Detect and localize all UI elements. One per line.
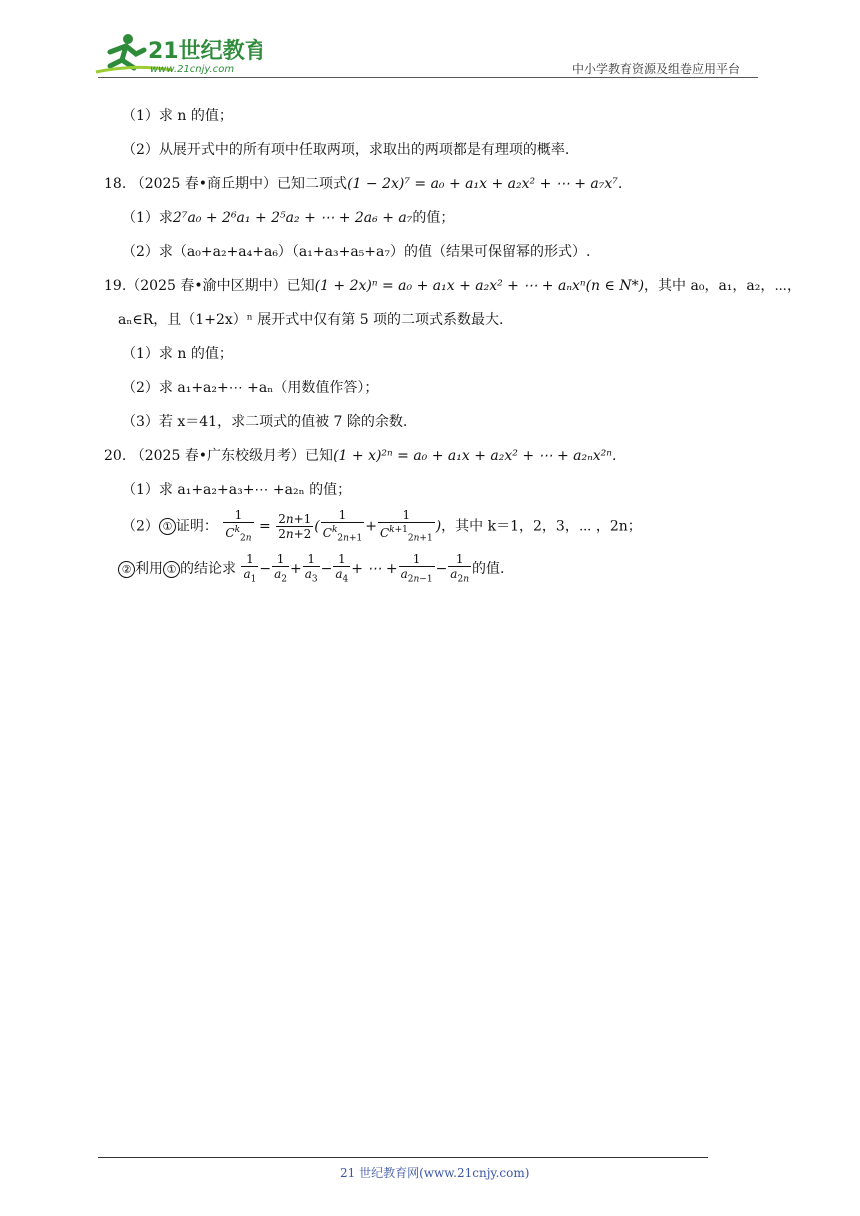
q19-part2: （2）求 a₁+a₂+⋯ +aₙ（用数值作答）；: [122, 380, 379, 396]
q18-part1: [122, 208, 454, 228]
q20-part1: （1）求 a₁+a₂+a₃+⋯ +a₂ₙ 的值；: [122, 482, 352, 498]
q20-part3: ② 利用 ① 的结论求 $\frac{1}{a_1}$ − $\frac{1}{a_2}$ + $\frac{1}{a_3}$ − $\frac{1}{a_4}$ + ⋯ + $\frac{1}{a_{2n-1}}$ − $\frac{1}{a_{2n}}$ 的值.: [118, 552, 504, 586]
fraction-1-a4: $\frac{1}{a_4}$: [335, 552, 349, 585]
q19-line2: aₙ∈R，且（1+2x）ⁿ 展开式中仅有第 5 项的二项式系数最大.: [118, 312, 504, 328]
fraction-1-a1: $\frac{1}{a_1}$: [243, 552, 257, 585]
fraction-1-a3: $\frac{1}{a_3}$: [304, 552, 318, 585]
q18-expression: (1 − 2x)⁷ = a₀ + a₁x + a₂x² + ⋯ + a₇x⁷.: [347, 176, 623, 192]
q18-number: 18.: [104, 176, 127, 192]
q18-part1-expression: 2⁷a₀ + 2⁶a₁ + 2⁵a₂ + ⋯ + 2a₆ + a₇: [172, 210, 413, 226]
q19-part3: （3）若 x＝41，求二项式的值被 7 除的余数.: [122, 414, 408, 430]
q20-source: （2025 春•广东校级月考）已知: [130, 448, 334, 464]
q18-part1-suffix: 的值；: [412, 210, 455, 226]
circle-one-ref-marker: ①: [163, 561, 180, 578]
q20-expression: (1 + x)²ⁿ = a₀ + a₁x + a₂x² + ⋯ + a₂ₙx²ⁿ.: [333, 448, 617, 464]
q20-stem: [104, 446, 616, 466]
q17-part1: （1）求 n 的值；: [122, 108, 233, 124]
q20-part3-mid: 的结论求: [180, 561, 236, 578]
q20-part2-prefix: （2）: [122, 518, 159, 535]
q19-number: 19.: [104, 278, 127, 294]
q17-part2: （2）从展开式中的所有项中任取两项，求取出的两项都是有理项的概率.: [122, 142, 570, 158]
q18-source: （2025 春•商丘期中）已知二项式: [130, 176, 348, 192]
fraction-2n1-over-2n2: $\frac{2n+1}{2n+2}$: [278, 512, 312, 542]
fraction-1-a2n-1: $\frac{1}{a_{2n-1}}$: [400, 552, 433, 585]
fraction-1-over-C2n1-k: $\frac{1}{C^k_{2n+1}}$: [322, 508, 363, 544]
q19-expression: (1 + 2x)ⁿ = a₀ + a₁x + a₂x² + ⋯ + aₙxⁿ(n ∈ N*): [314, 278, 645, 294]
q19-cont: ，其中 a₀，a₁，a₂，⋯，: [644, 278, 801, 294]
q20-part2-label: 证明：: [175, 518, 218, 535]
header-divider: [98, 77, 758, 78]
fraction-1-a2: $\frac{1}{a_2}$: [274, 552, 287, 585]
platform-title: 中小学教育资源及组卷应用平台: [572, 62, 741, 76]
logo-url: www.21cnjy.com: [150, 64, 235, 75]
q19-part1: （1）求 n 的值；: [122, 346, 233, 362]
fraction-1-over-C2n-k: $\frac{1}{C^k_{2n}}$: [225, 508, 252, 544]
q18-part1-prefix: （1）求: [122, 210, 173, 226]
circle-one-marker: ①: [159, 518, 176, 535]
footer-link[interactable]: 21 世纪教育网(www.21cnjy.com): [340, 1166, 530, 1180]
q19-stem: [104, 276, 801, 296]
logo: [92, 30, 262, 78]
q18-part2: （2）求（a₀+a₂+a₄+a₆）（a₁+a₃+a₅+a₇）的值（结果可保留幂的形式）.: [122, 244, 591, 260]
q20-part2: （2） ① 证明： $\frac{1}{C^k_{2n}}$ = $\frac{2n+1}{2n+2}$ ( $\frac{1}{C^k_{2n+1}}$ + $\frac{1}{C^{k+1}_{2n+1}}$ )，其中 k＝1，2，3，⋯ ，2n；: [122, 508, 642, 544]
footer-divider: [98, 1157, 708, 1158]
q20-part2-suffix: ，其中 k＝1，2，3，⋯ ，2n；: [441, 518, 642, 535]
q20-number: 20.: [104, 448, 127, 464]
fraction-1-a2n: $\frac{1}{a_{2n}}$: [450, 552, 469, 585]
q20-part3-suffix: 的值.: [471, 561, 505, 578]
circle-two-marker: ②: [118, 561, 135, 578]
logo-text: 21世纪教育: [148, 39, 262, 64]
runner-logo-icon: [92, 30, 262, 78]
fraction-1-over-C2n1-k1: $\frac{1}{C^{k+1}_{2n+1}}$: [379, 508, 433, 544]
q20-part3-prefix: 利用: [135, 561, 163, 578]
q19-source: （2025 春•渝中区期中）已知: [126, 278, 315, 294]
q18-stem: [104, 174, 622, 194]
